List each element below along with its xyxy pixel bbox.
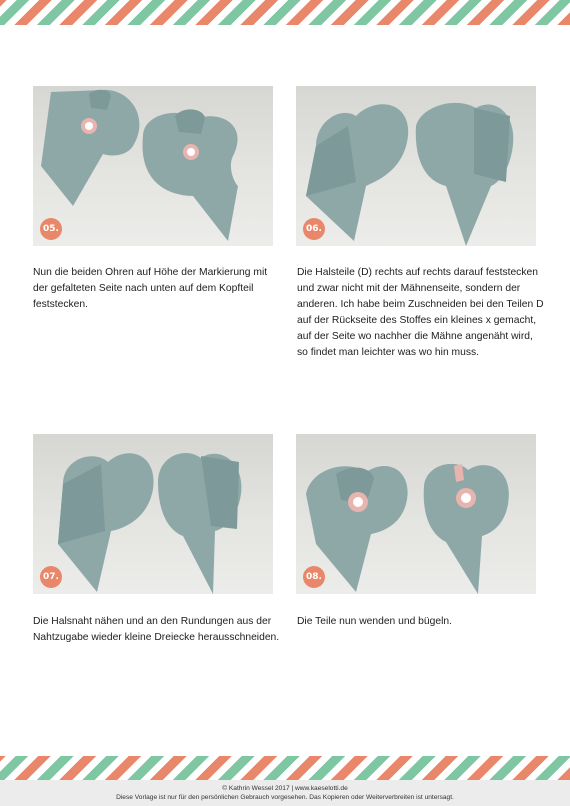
page-footer xyxy=(0,780,570,806)
fabric-pieces-illustration xyxy=(33,434,273,594)
step-05-caption: Nun die beiden Ohren auf Höhe der Markierung mit der gefalteten Seite nach unten auf dem Kopfteil feststecken. xyxy=(33,267,268,310)
top-stripe-border xyxy=(0,0,570,25)
fabric-pieces-illustration xyxy=(33,86,273,246)
step-number-badge: 07. xyxy=(40,566,62,588)
bottom-stripe-border xyxy=(0,756,570,780)
step-08-photo xyxy=(296,434,536,594)
step-07-photo xyxy=(33,434,273,594)
step-05-photo xyxy=(33,86,273,246)
footer-copyright: © Kathrin Wessel 2017 | www.kaeselotti.de xyxy=(222,785,348,792)
step-06-photo xyxy=(296,86,536,246)
fabric-pieces-illustration xyxy=(296,86,536,246)
footer-notice: Diese Vorlage ist nur für den persönlichen Gebrauch vorgesehen. Das Kopieren oder Weiterverbreiten ist untersagt. xyxy=(116,794,454,801)
step-number-badge: 05. xyxy=(40,218,62,240)
step-08-caption: Die Teile nun wenden und bügeln. xyxy=(297,616,452,627)
step-07-caption: Die Halsnaht nähen und an den Rundungen aus der Nahtzugabe wieder kleine Dreiecke herausschneiden. xyxy=(33,616,280,643)
step-number-badge: 08. xyxy=(303,566,325,588)
step-number-badge: 06. xyxy=(303,218,325,240)
fabric-pieces-illustration xyxy=(296,434,536,594)
step-06-caption: Die Halsteile (D) rechts auf rechts darauf feststecken und zwar nicht mit der Mähnenseite, sondern der anderen. Ich habe beim Zuschneiden bei den Teilen D auf der Rückseite des Stoffes ein kleines x gemacht, auf der Seite wo nachher die Mähne angenäht wird, so findet man leichter was wo hin muss. xyxy=(297,267,544,358)
